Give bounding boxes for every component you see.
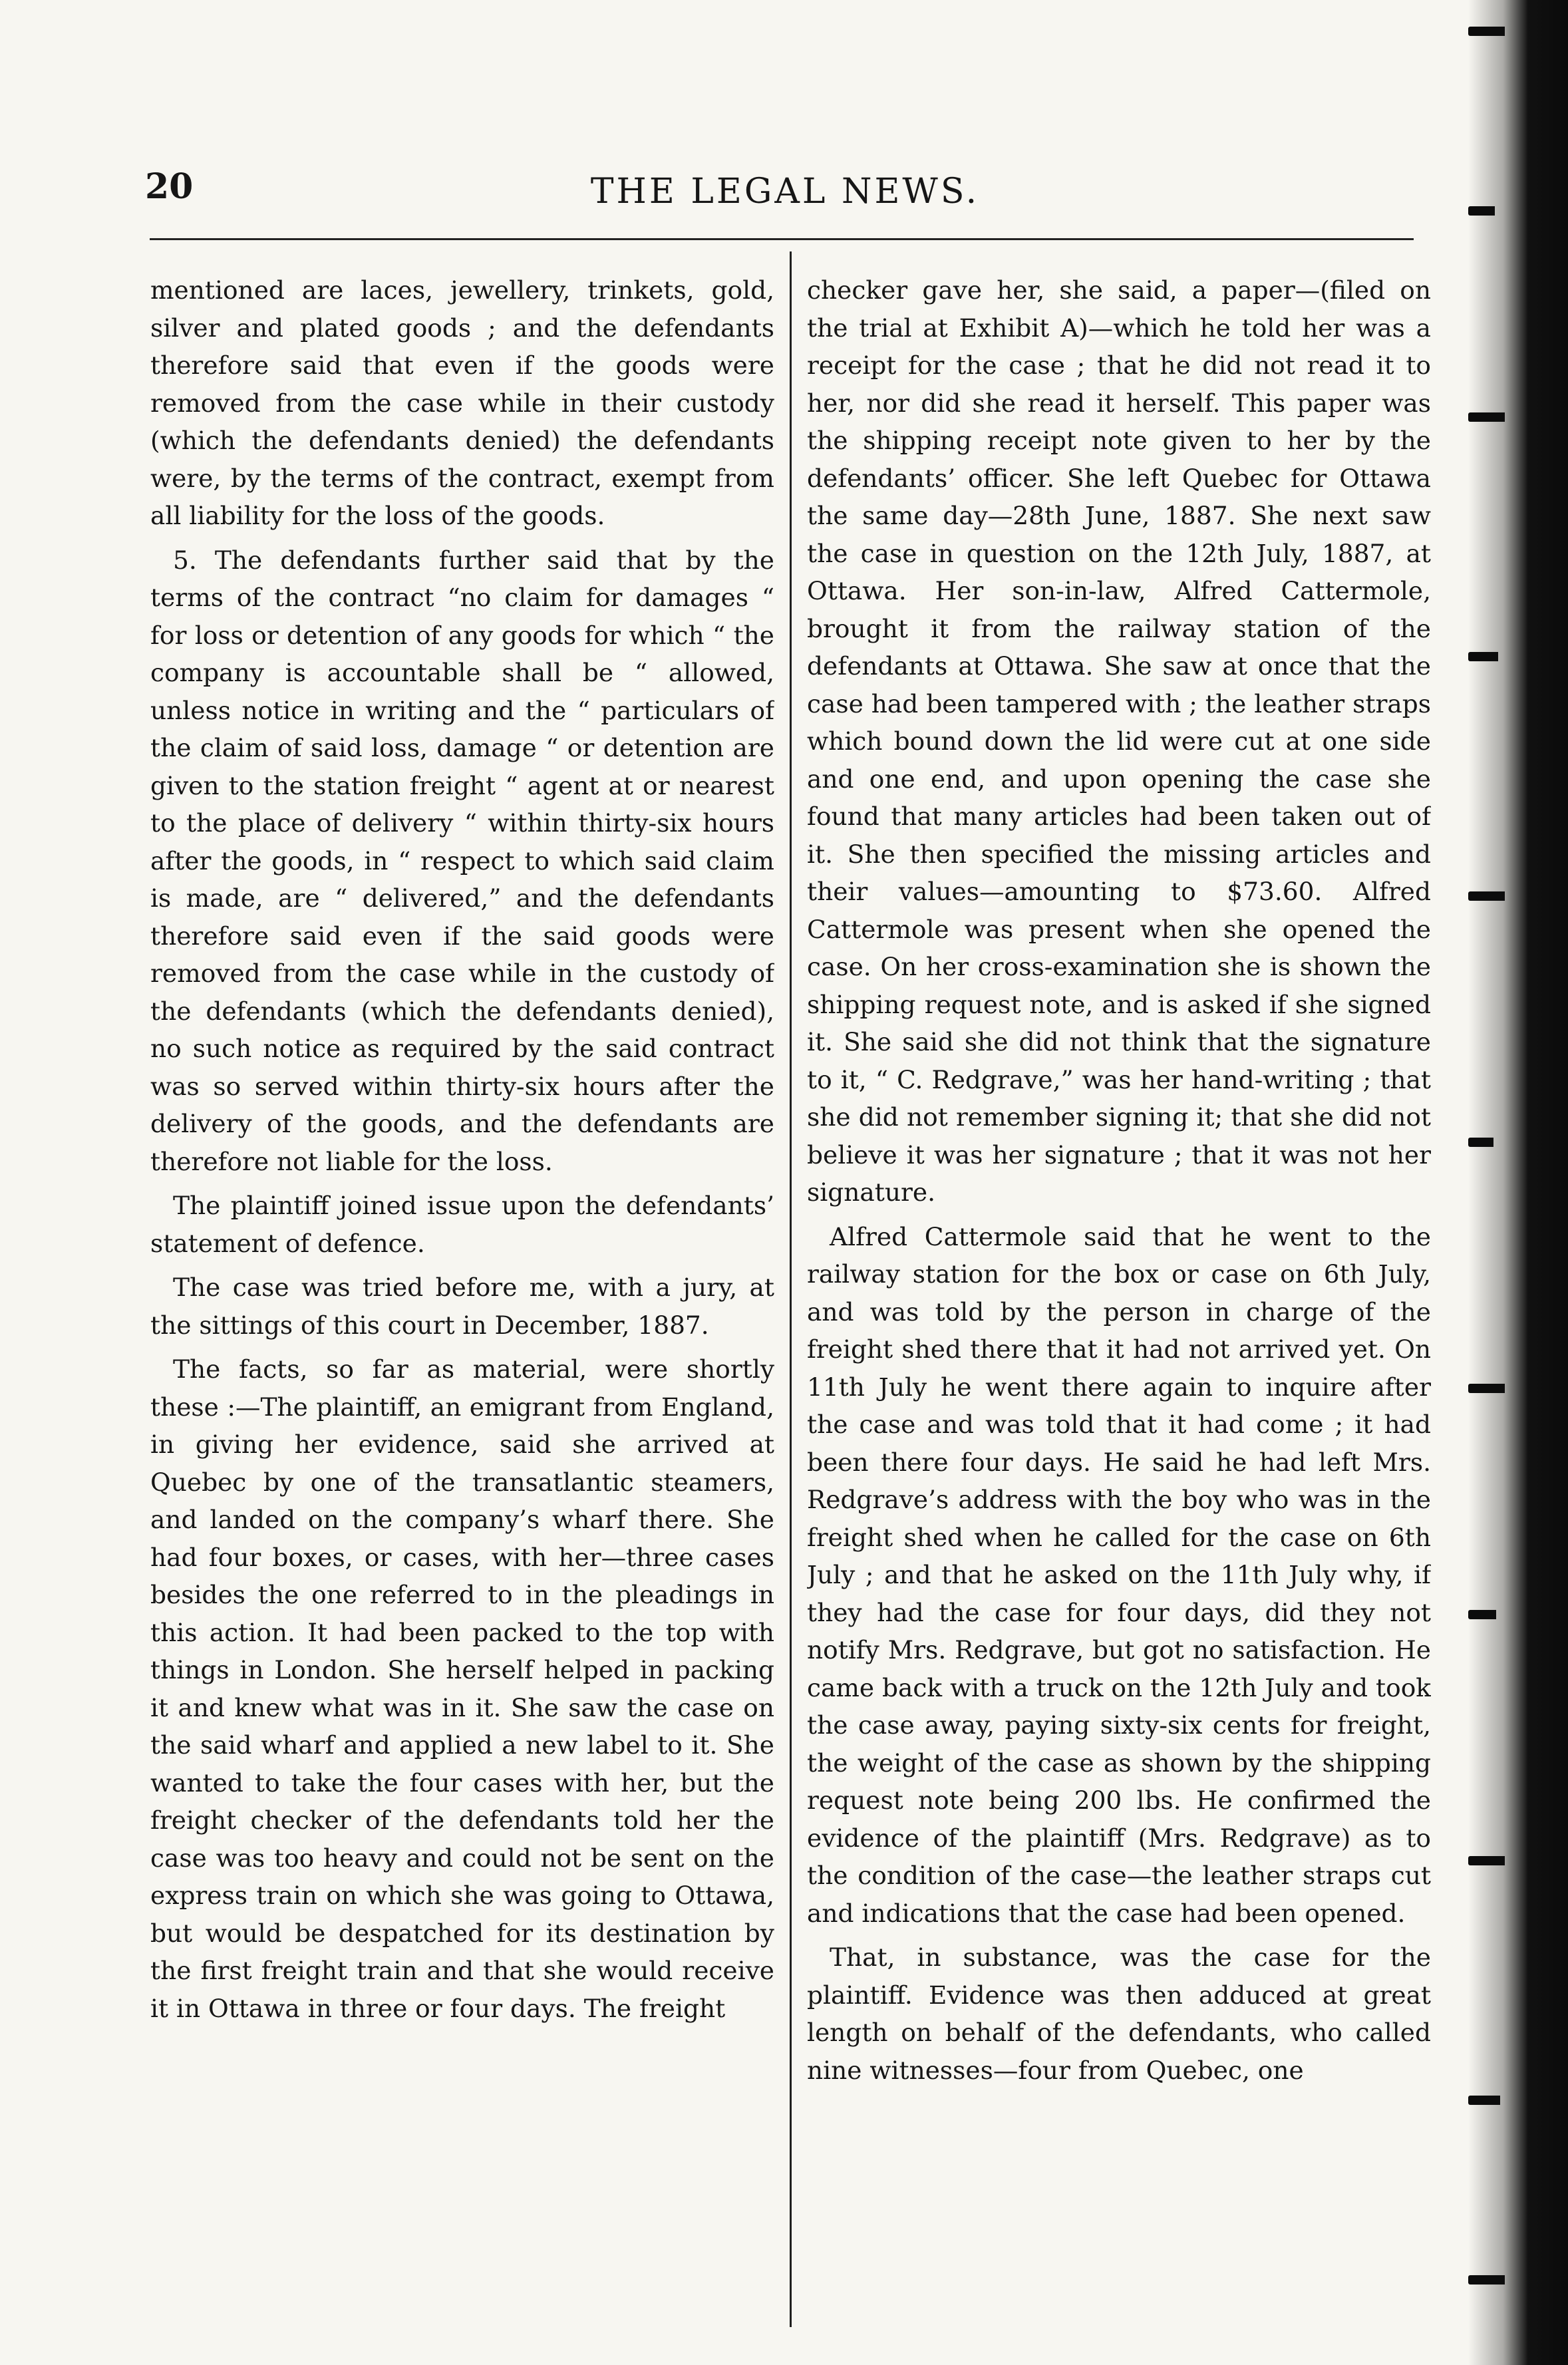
running-title: THE LEGAL NEWS. <box>590 172 980 212</box>
paragraph: The case was tried before me, with a jury, at the sittings of this court in December, 1887. <box>150 1273 774 1340</box>
paragraph: That, in substance, was the case for the plaintiff. Evidence was then adduced at great length on behalf of the defendants, who called nine witnesses—four from Quebec, one <box>807 1943 1431 2085</box>
left-column <box>150 271 774 2340</box>
paragraph: The facts, so far as material, were shortly these :—The plaintiff, an emigrant from England, in giving her evidence, said she arrived at Quebec by one of the transatlantic steamers, and landed on the company’s wharf there. She had four boxes, or cases, with her—three cases besides the one referred to in the pleadings in this action. It had been packed to the top with things in London. She herself helped in packing it and knew what was in it. She saw the case on the said wharf and applied a new label to it. She wanted to take the four cases with her, but the freight checker of the defendants told her the case was too heavy and could not be sent on the express train on which she was going to Ottawa, but would be despatched for its destination by the first freight train and that she would receive it in Ottawa in three or four days. The freight <box>150 1354 774 2023</box>
header-rule <box>150 238 1414 240</box>
paragraph: checker gave her, she said, a paper—(filed on the trial at Exhibit A)—which he told her was a receipt for the case ; that he did not read it to her, nor did she read it herself. This paper was the shipping receipt note given to her by the defendants’ officer. She left Quebec for Ottawa the same day—28th June, 1887. She next saw the case in question on the 12th July, 1887, at Ottawa. Her son-in-law, Alfred Cattermole, brought it from the railway station of the defendants at Ottawa. She saw at once that the case had been tampered with ; the leather straps which bound down the lid were cut at one side and one end, and upon opening the case she found that many articles had been taken out of it. She then specified the missing articles and their values—amounting to $73.60. Alfred Cattermole was present when she opened the case. On her cross-examination she is shown the shipping request note, and is asked if she signed it. She said she did not think that the signature to it, “ C. Redgrave,” was her hand-writing ; that she did not remember signing it; that she did not believe it was her signature ; that it was not her signature. <box>807 275 1431 1207</box>
paragraph: The plaintiff joined issue upon the defendants’ statement of defence. <box>150 1191 774 1258</box>
paragraph: Alfred Cattermole said that he went to the railway station for the box or case on 6th July, and was told by the person in charge of the freight shed there that it had not arrived yet. On 11th July he went there again to inquire after the case and was told that it had come ; it had been there four days. He said he had left Mrs. Redgrave’s address with the boy who was in the freight shed when he called for the case on 6th July ; and that he asked on the 11th July why, if they had the case for four days, did they not notify Mrs. Redgrave, but got no satisfaction. He came back with a truck on the 12th July and took the case away, paying sixty-six cents for freight, the weight of the case as shown by the shipping request note being 200 lbs. He confirmed the evidence of the plaintiff (Mrs. Redgrave) as to the condition of the case—the leather straps cut and indications that the case had been opened. <box>807 1221 1431 1928</box>
page-number: 20 <box>145 166 194 207</box>
column-divider <box>790 251 792 2327</box>
paragraph: 5. The defendants further said that by the terms of the contract “no claim for damages “ for loss or detention of any goods for which “ the company is accountable shall be “ allowed, unless notice in writing and the “ particulars of the claim of said loss, damage “ or detention are given to the station freight “ agent at or nearest to the place of delivery “ within thirty-six hours after the goods, in “ respect to which said claim is made, are “ delivered,” and the defendants therefore said even if the said goods were removed from the case while in the custody of the defendants (which the defendants denied), no such notice as required by the said contract was so served within thirty-six hours after the delivery of the goods, and the defendants are therefore not liable for the loss. <box>150 545 774 1176</box>
page-edge-texture <box>1468 0 1505 2365</box>
right-column <box>807 271 1431 2340</box>
paragraph: mentioned are laces, jewellery, trinkets, gold, silver and plated goods ; and the defendants therefore said that even if the goods were removed from the case while in their custody (which the defendants denied) the defendants were, by the terms of the contract, exempt from all liability for the loss of the goods. <box>150 275 774 530</box>
